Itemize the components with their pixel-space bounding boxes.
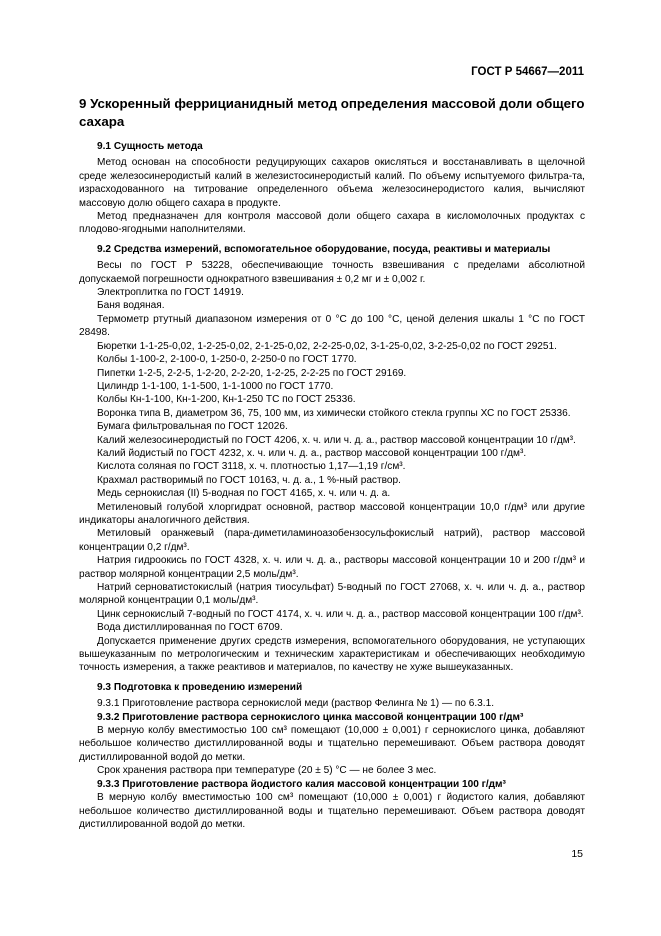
- list-item: Бумага фильтровальная по ГОСТ 12026.: [97, 421, 288, 433]
- subsection-heading-9-3-3: 9.3.3 Приготовление раствора йодистого калия массовой концентрации 100 г/дм³: [97, 778, 506, 790]
- subsection-heading-9-2: 9.2 Средства измерений, вспомогательное оборудование, посуда, реактивы и материалы: [97, 243, 551, 255]
- section-title: 9 Ускоренный феррицианидный метод определения массовой доли общего сахара: [79, 96, 585, 129]
- list-item: Натрия гидроокись по ГОСТ 4328, х. ч. или ч. д. а., растворы массовой концентрации 10 и 200 г/дм³ и раствор молярной концентрации 2,5 моль/дм³.: [79, 555, 585, 580]
- page-number: 15: [571, 848, 583, 860]
- list-item: Колбы 1-100-2, 2-100-0, 1-250-0, 2-250-0 по ГОСТ 1770.: [97, 354, 357, 366]
- paragraph: Метод основан на способности редуцирующих сахаров окисляться и восстанавливать в щелочной среде железосинеродистый калий в железистосинеродистый калий. По объему испытуемого фильтра-та, израсходованного на титрование определенного объема железосинеродистого калия, вычисляют массовую долю общего сахара в продукте.: [79, 157, 585, 209]
- subsection-heading-9-1: 9.1 Сущность метода: [97, 141, 203, 152]
- list-item: Весы по ГОСТ Р 53228, обеспечивающие точность взвешивания с пределами абсолютной допускаемой погрешности однократного взвешивания ± 0,2 мг и ± 0,002 г.: [79, 260, 585, 285]
- list-item: Кислота соляная по ГОСТ 3118, х. ч. плотностью 1,17—1,19 г/см³.: [97, 461, 406, 473]
- subsection-heading-9-3-2: 9.3.2 Приготовление раствора сернокислого цинка массовой концентрации 100 г/дм³: [97, 711, 524, 723]
- list-item: Метиловый оранжевый (пара-диметиламиноазобензосульфокислый натрий), раствор массовой концентрации 0,2 г/дм³.: [79, 528, 585, 553]
- list-item: Крахмал растворимый по ГОСТ 10163, ч. д. а., 1 %-ный раствор.: [97, 474, 401, 486]
- list-item: Бюретки 1-1-25-0,02, 1-2-25-0,02, 2-1-25-0,02, 2-2-25-0,02, 3-1-25-0,02, 3-2-25-0,02 по ГОСТ 29251.: [97, 340, 557, 352]
- paragraph: Срок хранения раствора при температуре (20 ± 5) °С — не более 3 мес.: [97, 765, 437, 777]
- list-item: Цилиндр 1-1-100, 1-1-500, 1-1-1000 по ГОСТ 1770.: [97, 380, 334, 392]
- list-item: Натрий серноватистокислый (натрия тиосульфат) 5-водный по ГОСТ 27068, х. ч. или ч. д. а., раствор молярной концентрации 0,1 моль/дм³.: [79, 582, 585, 607]
- list-item: Цинк сернокислый 7-водный по ГОСТ 4174, х. ч. или ч. д. а., раствор массовой концентрации 100 г/дм³.: [97, 608, 584, 620]
- paragraph-9-3-1: 9.3.1 Приготовление раствора сернокислой меди (раствор Фелинга № 1) — по 6.3.1.: [97, 698, 494, 710]
- list-item: Вода дистиллированная по ГОСТ 6709.: [97, 622, 283, 634]
- paragraph: В мерную колбу вместимостью 100 см³ помещают (10,000 ± 0,001) г сернокислого цинка, добавляют небольшое количество дистиллированной воды и тщательно перемешивают. Объем раствора доводят дистиллированной водой до метки.: [79, 725, 585, 763]
- list-item: Метиленовый голубой хлоргидрат основной, раствор массовой концентрации 10,0 г/дм³ или другие индикаторы аналогичного действия.: [79, 501, 585, 526]
- list-item: Допускается применение других средств измерения, вспомогательного оборудования, не уступающих вышеуказанным по метрологическим и техническим характеристикам и обеспечивающих необходимую точность измерения, а также реактивов и материалов, по качеству не хуже вышеуказанных.: [79, 635, 585, 674]
- list-item: Калий железосинеродистый по ГОСТ 4206, х. ч. или ч. д. а., раствор массовой концентрации 10 г/дм³.: [97, 434, 576, 446]
- list-item: Электроплитка по ГОСТ 14919.: [97, 287, 244, 299]
- list-item: Колбы Кн-1-100, Кн-1-200, Кн-1-250 ТС по ГОСТ 25336.: [97, 394, 356, 406]
- document-body: [79, 140, 585, 831]
- list-item: Воронка типа В, диаметром 36, 75, 100 мм, из химически стойкого стекла группы ХС по ГОСТ 25336.: [97, 407, 571, 419]
- subsection-heading-9-3: 9.3 Подготовка к проведению измерений: [97, 681, 303, 693]
- list-item: Медь сернокислая (II) 5-водная по ГОСТ 4165, х. ч. или ч. д. а.: [97, 488, 391, 500]
- list-item: Пипетки 1-2-5, 2-2-5, 1-2-20, 2-2-20, 1-2-25, 2-2-25 по ГОСТ 29169.: [97, 367, 407, 379]
- paragraph: Метод предназначен для контроля массовой доли общего сахара в кисломолочных продуктах с плодово-ягодными наполнителями.: [79, 211, 585, 236]
- standard-number: ГОСТ Р 54667—2011: [471, 66, 584, 78]
- list-item: Баня водяная.: [97, 300, 165, 312]
- list-item: Калий йодистый по ГОСТ 4232, х. ч. или ч. д. а., раствор массовой концентрации 100 г/дм³.: [97, 447, 527, 459]
- list-item: Термометр ртутный диапазоном измерения от 0 °С до 100 °С, ценой деления шкалы 1 °С по ГОСТ 28498.: [79, 313, 585, 339]
- paragraph: В мерную колбу вместимостью 100 см³ помещают (10,000 ± 0,001) г йодистого калия, добавляют небольшое количество дистиллированной воды и тщательно перемешивают. Объем раствора доводят дистиллированной водой до метки.: [79, 792, 585, 830]
